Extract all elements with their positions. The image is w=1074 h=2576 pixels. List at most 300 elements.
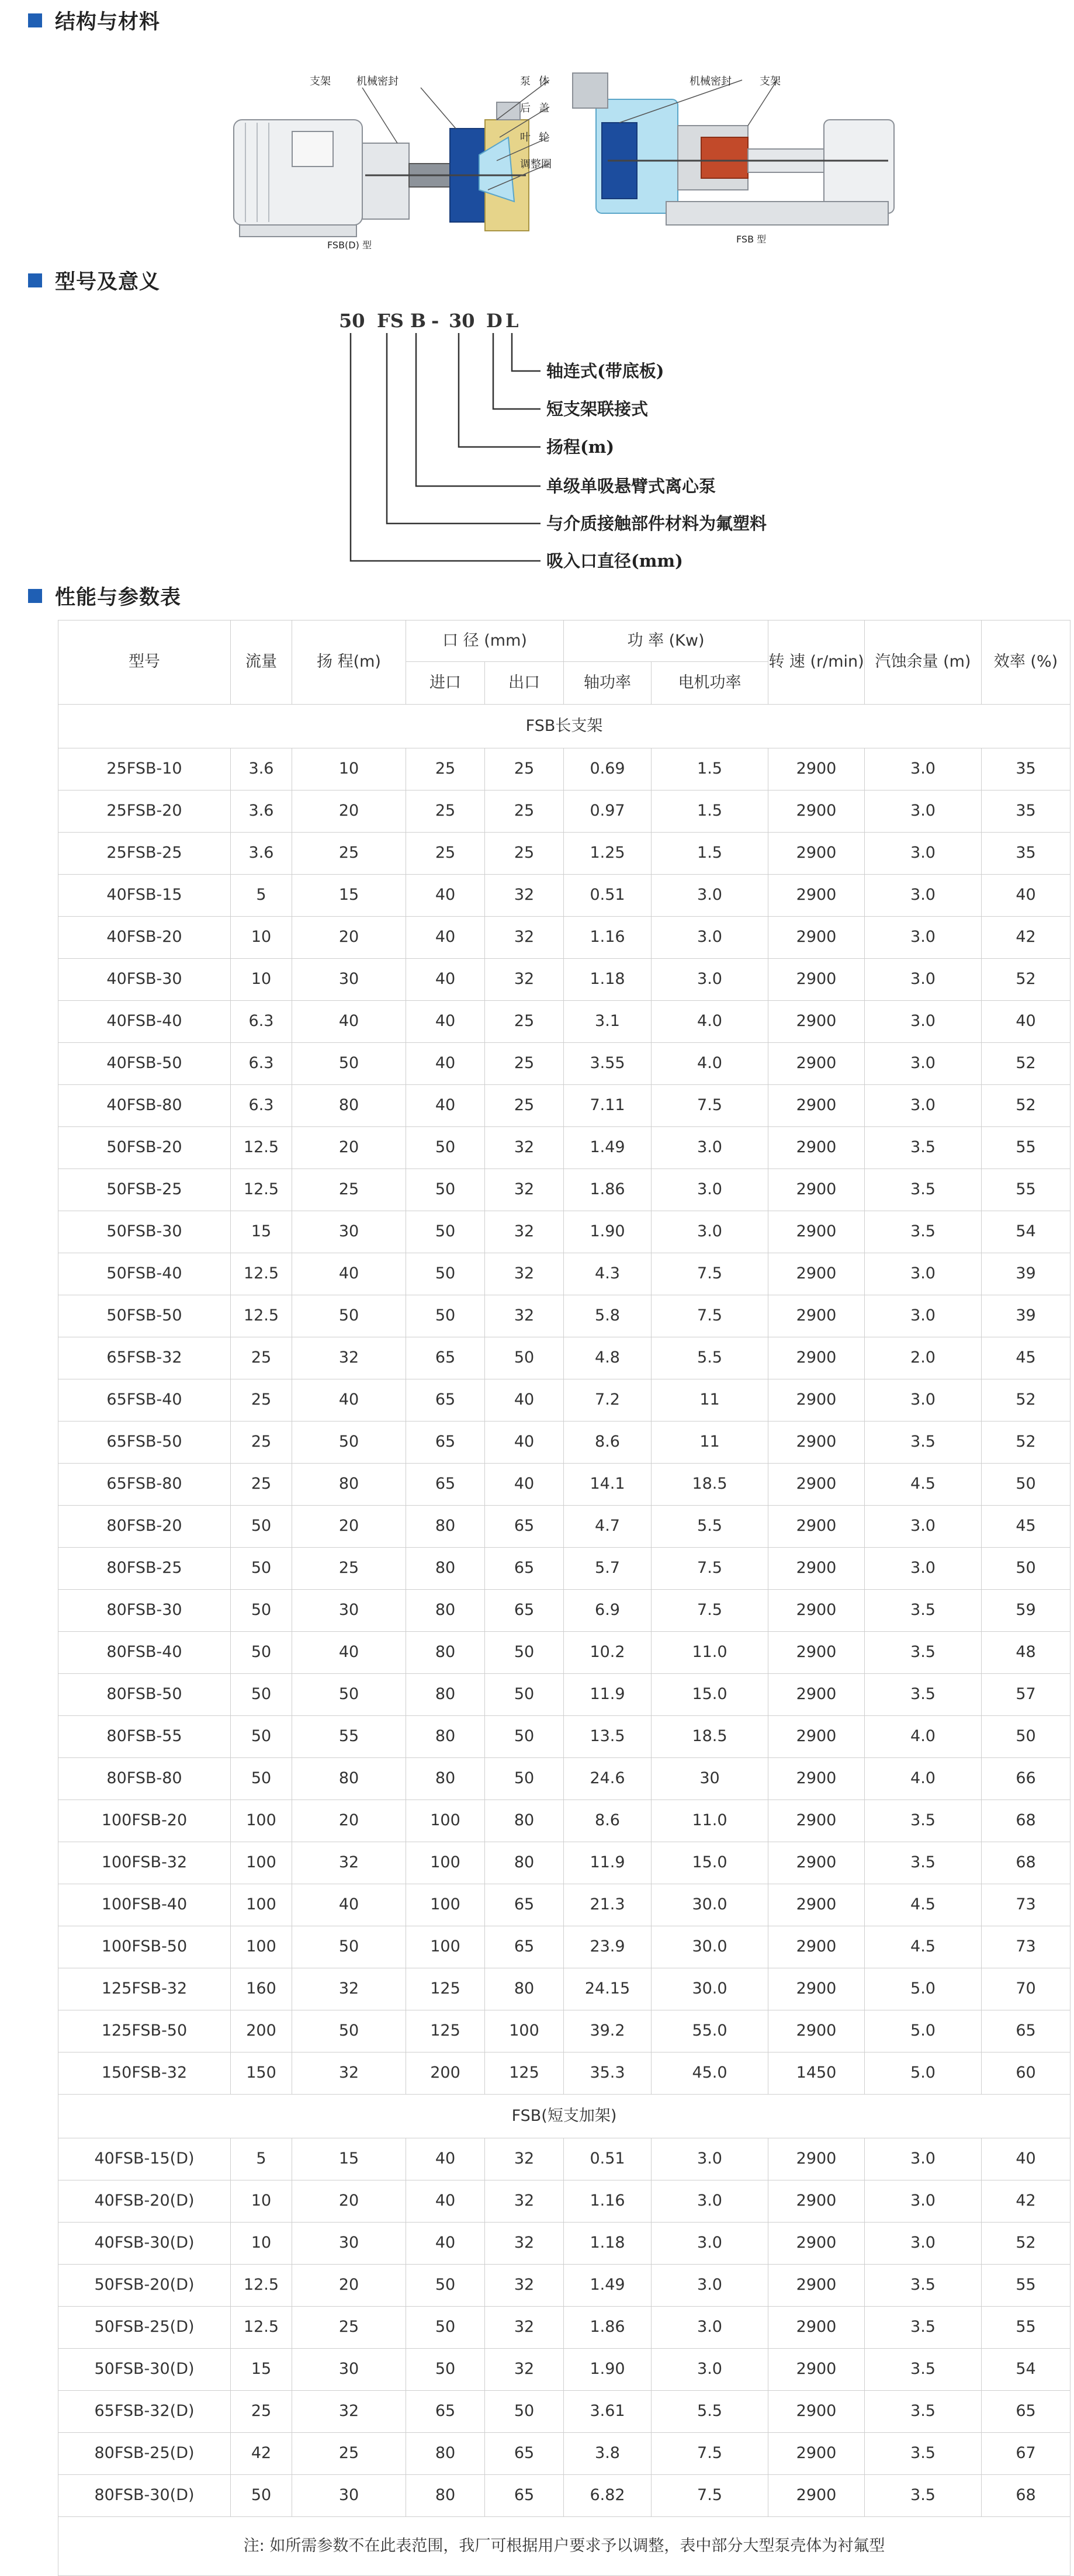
cell-motor-power: 11 bbox=[652, 1422, 768, 1464]
cell-efficiency: 66 bbox=[982, 1758, 1070, 1800]
header-npsh: 汽蚀余量 (m) bbox=[865, 620, 982, 705]
cell-outlet: 50 bbox=[485, 1337, 564, 1379]
cell-speed: 2900 bbox=[768, 1295, 865, 1337]
cell-flow: 10 bbox=[231, 917, 292, 959]
cell-speed: 2900 bbox=[768, 1800, 865, 1842]
cell-speed: 2900 bbox=[768, 1169, 865, 1211]
table-row bbox=[58, 2433, 1070, 2475]
cell-head: 20 bbox=[292, 1800, 406, 1842]
cell-npsh: 4.0 bbox=[865, 1716, 982, 1758]
cell-inlet: 200 bbox=[406, 2053, 485, 2095]
cell-efficiency: 50 bbox=[982, 1716, 1070, 1758]
cell-flow: 5 bbox=[231, 875, 292, 917]
cell-head: 40 bbox=[292, 1632, 406, 1674]
cell-efficiency: 52 bbox=[982, 1043, 1070, 1085]
cell-motor-power: 7.5 bbox=[652, 1085, 768, 1127]
cell-outlet: 32 bbox=[485, 917, 564, 959]
table-row bbox=[58, 791, 1070, 833]
cell-outlet: 25 bbox=[485, 1085, 564, 1127]
cell-model: 80FSB-25(D) bbox=[58, 2433, 231, 2475]
table-row bbox=[58, 1127, 1070, 1169]
cell-speed: 2900 bbox=[768, 2010, 865, 2053]
cell-head: 20 bbox=[292, 2180, 406, 2223]
cell-efficiency: 52 bbox=[982, 1379, 1070, 1422]
cell-flow: 200 bbox=[231, 2010, 292, 2053]
table-row bbox=[58, 1548, 1070, 1590]
cell-model: 80FSB-50 bbox=[58, 1674, 231, 1716]
cell-model: 125FSB-50 bbox=[58, 2010, 231, 2053]
cell-npsh: 3.0 bbox=[865, 748, 982, 791]
cell-flow: 100 bbox=[231, 1884, 292, 1926]
table-row bbox=[58, 1464, 1070, 1506]
cell-shaft-power: 0.97 bbox=[564, 791, 652, 833]
cell-flow: 50 bbox=[231, 1716, 292, 1758]
cell-flow: 150 bbox=[231, 2053, 292, 2095]
cell-speed: 2900 bbox=[768, 1085, 865, 1127]
cell-npsh: 3.5 bbox=[865, 2391, 982, 2433]
cell-model: 40FSB-40 bbox=[58, 1001, 231, 1043]
cell-speed: 2900 bbox=[768, 2307, 865, 2349]
cell-motor-power: 7.5 bbox=[652, 1590, 768, 1632]
cell-flow: 15 bbox=[231, 1211, 292, 1253]
cell-outlet: 125 bbox=[485, 2053, 564, 2095]
cell-inlet: 65 bbox=[406, 1337, 485, 1379]
cell-outlet: 40 bbox=[485, 1422, 564, 1464]
cell-speed: 2900 bbox=[768, 2223, 865, 2265]
cell-model: 40FSB-30 bbox=[58, 959, 231, 1001]
header-head: 扬 程(m) bbox=[292, 620, 406, 705]
cell-inlet: 100 bbox=[406, 1842, 485, 1884]
table-note: 注: 如所需参数不在此表范围，我厂可根据用户要求予以调整，表中部分大型泵壳体为衬氟型 bbox=[58, 2517, 1070, 2576]
cell-shaft-power: 0.51 bbox=[564, 2138, 652, 2180]
cell-head: 30 bbox=[292, 1590, 406, 1632]
cell-shaft-power: 1.16 bbox=[564, 917, 652, 959]
table-row bbox=[58, 748, 1070, 791]
table-row bbox=[58, 1422, 1070, 1464]
cell-head: 15 bbox=[292, 875, 406, 917]
cell-npsh: 3.0 bbox=[865, 1379, 982, 1422]
cell-speed: 2900 bbox=[768, 1884, 865, 1926]
cell-flow: 12.5 bbox=[231, 2265, 292, 2307]
cell-efficiency: 55 bbox=[982, 2307, 1070, 2349]
cell-npsh: 3.5 bbox=[865, 2307, 982, 2349]
cell-speed: 2900 bbox=[768, 1548, 865, 1590]
cell-head: 30 bbox=[292, 2475, 406, 2517]
cell-head: 32 bbox=[292, 1842, 406, 1884]
cell-inlet: 80 bbox=[406, 1548, 485, 1590]
cell-model: 65FSB-32 bbox=[58, 1337, 231, 1379]
cell-inlet: 80 bbox=[406, 1590, 485, 1632]
cell-flow: 100 bbox=[231, 1842, 292, 1884]
cell-speed: 2900 bbox=[768, 1464, 865, 1506]
cell-head: 15 bbox=[292, 2138, 406, 2180]
cell-outlet: 80 bbox=[485, 1842, 564, 1884]
cell-motor-power: 11 bbox=[652, 1379, 768, 1422]
code-part-coupled: L bbox=[505, 310, 519, 332]
table-row bbox=[58, 2180, 1070, 2223]
table-group-row bbox=[58, 2095, 1070, 2138]
cell-inlet: 40 bbox=[406, 2138, 485, 2180]
cell-head: 20 bbox=[292, 1127, 406, 1169]
cell-npsh: 2.0 bbox=[865, 1337, 982, 1379]
cell-speed: 2900 bbox=[768, 1842, 865, 1884]
header-speed: 转 速 (r/min) bbox=[768, 620, 865, 705]
cell-model: 40FSB-20(D) bbox=[58, 2180, 231, 2223]
cell-outlet: 40 bbox=[485, 1464, 564, 1506]
cell-motor-power: 30.0 bbox=[652, 1926, 768, 1968]
cell-head: 32 bbox=[292, 1968, 406, 2010]
cell-efficiency: 50 bbox=[982, 1464, 1070, 1506]
meaning-coupled: 轴连式(带底板) bbox=[546, 361, 664, 381]
cell-flow: 12.5 bbox=[231, 1169, 292, 1211]
cell-inlet: 65 bbox=[406, 1422, 485, 1464]
code-part-type: B bbox=[410, 310, 427, 332]
table-row bbox=[58, 917, 1070, 959]
cell-motor-power: 3.0 bbox=[652, 2349, 768, 2391]
cell-npsh: 4.5 bbox=[865, 1884, 982, 1926]
cell-outlet: 32 bbox=[485, 1253, 564, 1295]
cell-outlet: 25 bbox=[485, 1043, 564, 1085]
cell-outlet: 25 bbox=[485, 791, 564, 833]
cell-head: 32 bbox=[292, 2053, 406, 2095]
section-title: 型号及意义 bbox=[55, 271, 161, 294]
cell-speed: 2900 bbox=[768, 2265, 865, 2307]
model-code-drawing bbox=[327, 304, 853, 578]
cell-efficiency: 68 bbox=[982, 1800, 1070, 1842]
table-row bbox=[58, 2349, 1070, 2391]
section-title: 结构与材料 bbox=[55, 11, 161, 34]
cell-outlet: 65 bbox=[485, 1884, 564, 1926]
cell-shaft-power: 11.9 bbox=[564, 1674, 652, 1716]
cell-head: 25 bbox=[292, 1169, 406, 1211]
cell-npsh: 5.0 bbox=[865, 2053, 982, 2095]
cell-shaft-power: 4.3 bbox=[564, 1253, 652, 1295]
cell-inlet: 100 bbox=[406, 1926, 485, 1968]
cell-motor-power: 7.5 bbox=[652, 1295, 768, 1337]
section-marker bbox=[28, 273, 42, 287]
cell-speed: 2900 bbox=[768, 1422, 865, 1464]
cell-efficiency: 45 bbox=[982, 1337, 1070, 1379]
cell-npsh: 3.0 bbox=[865, 1506, 982, 1548]
cell-model: 25FSB-25 bbox=[58, 833, 231, 875]
cell-efficiency: 55 bbox=[982, 2265, 1070, 2307]
cell-npsh: 4.0 bbox=[865, 1758, 982, 1800]
cell-outlet: 65 bbox=[485, 2433, 564, 2475]
cell-head: 30 bbox=[292, 1211, 406, 1253]
cell-inlet: 80 bbox=[406, 2433, 485, 2475]
header-outlet: 出口 bbox=[485, 662, 564, 705]
cell-outlet: 32 bbox=[485, 1211, 564, 1253]
cell-efficiency: 60 bbox=[982, 2053, 1070, 2095]
cell-model: 40FSB-20 bbox=[58, 917, 231, 959]
cell-head: 20 bbox=[292, 917, 406, 959]
cell-model: 50FSB-50 bbox=[58, 1295, 231, 1337]
cell-npsh: 3.0 bbox=[865, 2223, 982, 2265]
cell-inlet: 80 bbox=[406, 1716, 485, 1758]
cell-flow: 10 bbox=[231, 959, 292, 1001]
cell-flow: 160 bbox=[231, 1968, 292, 2010]
cell-motor-power: 55.0 bbox=[652, 2010, 768, 2053]
cell-motor-power: 4.0 bbox=[652, 1043, 768, 1085]
table-row bbox=[58, 1085, 1070, 1127]
cell-flow: 25 bbox=[231, 1337, 292, 1379]
cell-inlet: 50 bbox=[406, 1295, 485, 1337]
cell-head: 20 bbox=[292, 791, 406, 833]
cell-motor-power: 18.5 bbox=[652, 1716, 768, 1758]
cell-npsh: 3.5 bbox=[865, 1632, 982, 1674]
cell-npsh: 3.0 bbox=[865, 1043, 982, 1085]
cell-npsh: 3.5 bbox=[865, 1800, 982, 1842]
cell-inlet: 25 bbox=[406, 748, 485, 791]
table-row bbox=[58, 1169, 1070, 1211]
cell-outlet: 32 bbox=[485, 2265, 564, 2307]
cell-motor-power: 3.0 bbox=[652, 1169, 768, 1211]
cell-speed: 2900 bbox=[768, 2433, 865, 2475]
cell-shaft-power: 4.7 bbox=[564, 1506, 652, 1548]
cell-motor-power: 15.0 bbox=[652, 1674, 768, 1716]
cell-head: 80 bbox=[292, 1085, 406, 1127]
cell-flow: 25 bbox=[231, 2391, 292, 2433]
cell-flow: 3.6 bbox=[231, 791, 292, 833]
cell-head: 32 bbox=[292, 1337, 406, 1379]
cell-flow: 50 bbox=[231, 1506, 292, 1548]
cell-shaft-power: 4.8 bbox=[564, 1337, 652, 1379]
cell-model: 100FSB-32 bbox=[58, 1842, 231, 1884]
cell-flow: 50 bbox=[231, 2475, 292, 2517]
cell-head: 80 bbox=[292, 1758, 406, 1800]
cell-speed: 2900 bbox=[768, 1506, 865, 1548]
cell-model: 40FSB-80 bbox=[58, 1085, 231, 1127]
cell-inlet: 40 bbox=[406, 2180, 485, 2223]
table-row bbox=[58, 1295, 1070, 1337]
cell-npsh: 3.5 bbox=[865, 1127, 982, 1169]
cell-model: 25FSB-10 bbox=[58, 748, 231, 791]
group-title: FSB(短支加架) bbox=[58, 2095, 1070, 2138]
cell-motor-power: 1.5 bbox=[652, 748, 768, 791]
cell-model: 80FSB-55 bbox=[58, 1716, 231, 1758]
cell-efficiency: 40 bbox=[982, 875, 1070, 917]
cell-efficiency: 48 bbox=[982, 1632, 1070, 1674]
cell-flow: 50 bbox=[231, 1632, 292, 1674]
cell-model: 65FSB-40 bbox=[58, 1379, 231, 1422]
cell-speed: 2900 bbox=[768, 2349, 865, 2391]
header-motor-power: 电机功率 bbox=[652, 662, 768, 705]
cell-head: 50 bbox=[292, 1043, 406, 1085]
cell-head: 25 bbox=[292, 833, 406, 875]
cell-flow: 12.5 bbox=[231, 2307, 292, 2349]
cell-shaft-power: 3.55 bbox=[564, 1043, 652, 1085]
cell-head: 50 bbox=[292, 1926, 406, 1968]
table-row bbox=[58, 1968, 1070, 2010]
cell-outlet: 32 bbox=[485, 1295, 564, 1337]
cell-outlet: 25 bbox=[485, 1001, 564, 1043]
section-structure-heading bbox=[28, 6, 160, 35]
cell-speed: 2900 bbox=[768, 2138, 865, 2180]
cell-flow: 6.3 bbox=[231, 1043, 292, 1085]
cell-outlet: 40 bbox=[485, 1379, 564, 1422]
cell-npsh: 3.5 bbox=[865, 2349, 982, 2391]
table-row bbox=[58, 1800, 1070, 1842]
cell-motor-power: 18.5 bbox=[652, 1464, 768, 1506]
cell-model: 150FSB-32 bbox=[58, 2053, 231, 2095]
table-note-row bbox=[58, 2517, 1070, 2576]
cell-outlet: 100 bbox=[485, 2010, 564, 2053]
cell-outlet: 80 bbox=[485, 1968, 564, 2010]
caption-fsb: FSB 型 bbox=[736, 234, 767, 245]
cell-flow: 12.5 bbox=[231, 1253, 292, 1295]
cell-head: 50 bbox=[292, 1422, 406, 1464]
cell-inlet: 100 bbox=[406, 1800, 485, 1842]
cell-outlet: 32 bbox=[485, 2349, 564, 2391]
cell-inlet: 50 bbox=[406, 1211, 485, 1253]
cell-inlet: 50 bbox=[406, 1253, 485, 1295]
cell-flow: 6.3 bbox=[231, 1001, 292, 1043]
cell-outlet: 50 bbox=[485, 1632, 564, 1674]
section-performance-heading bbox=[28, 581, 181, 611]
cell-model: 80FSB-80 bbox=[58, 1758, 231, 1800]
cell-model: 50FSB-20 bbox=[58, 1127, 231, 1169]
cell-motor-power: 5.5 bbox=[652, 2391, 768, 2433]
cell-efficiency: 42 bbox=[982, 2180, 1070, 2223]
cell-efficiency: 52 bbox=[982, 1422, 1070, 1464]
cell-npsh: 3.0 bbox=[865, 1085, 982, 1127]
table-row bbox=[58, 1884, 1070, 1926]
cell-model: 100FSB-20 bbox=[58, 1800, 231, 1842]
cell-speed: 2900 bbox=[768, 1127, 865, 1169]
cell-motor-power: 11.0 bbox=[652, 1632, 768, 1674]
fsbd-pump-drawing bbox=[234, 102, 529, 237]
cell-model: 100FSB-40 bbox=[58, 1884, 231, 1926]
cell-speed: 2900 bbox=[768, 2180, 865, 2223]
table-row bbox=[58, 2265, 1070, 2307]
cell-npsh: 3.0 bbox=[865, 833, 982, 875]
table-group-row bbox=[58, 705, 1070, 748]
cell-inlet: 25 bbox=[406, 833, 485, 875]
cell-motor-power: 3.0 bbox=[652, 1211, 768, 1253]
cell-head: 30 bbox=[292, 2349, 406, 2391]
cell-efficiency: 68 bbox=[982, 2475, 1070, 2517]
cell-shaft-power: 24.6 bbox=[564, 1758, 652, 1800]
table-row bbox=[58, 1379, 1070, 1422]
cell-npsh: 3.5 bbox=[865, 2265, 982, 2307]
cell-shaft-power: 11.9 bbox=[564, 1842, 652, 1884]
cell-head: 40 bbox=[292, 1253, 406, 1295]
cell-shaft-power: 23.9 bbox=[564, 1926, 652, 1968]
cell-head: 30 bbox=[292, 2223, 406, 2265]
cell-motor-power: 30 bbox=[652, 1758, 768, 1800]
cell-model: 40FSB-15 bbox=[58, 875, 231, 917]
cell-shaft-power: 3.8 bbox=[564, 2433, 652, 2475]
cell-model: 125FSB-32 bbox=[58, 1968, 231, 2010]
cell-outlet: 50 bbox=[485, 2391, 564, 2433]
cell-head: 40 bbox=[292, 1379, 406, 1422]
label-adjust-ring: 调整圈 bbox=[520, 158, 552, 171]
table-row bbox=[58, 833, 1070, 875]
table-row bbox=[58, 2138, 1070, 2180]
cell-outlet: 32 bbox=[485, 2307, 564, 2349]
cell-shaft-power: 1.49 bbox=[564, 1127, 652, 1169]
meaning-short-bracket: 短支架联接式 bbox=[546, 399, 649, 419]
meaning-pump-type: 单级单吸悬臂式离心泵 bbox=[546, 476, 716, 496]
cell-shaft-power: 1.18 bbox=[564, 959, 652, 1001]
pump-structure-drawing bbox=[222, 56, 900, 266]
cell-shaft-power: 1.90 bbox=[564, 2349, 652, 2391]
performance-table bbox=[58, 620, 1070, 2576]
cell-npsh: 3.5 bbox=[865, 1422, 982, 1464]
cell-outlet: 65 bbox=[485, 1506, 564, 1548]
cell-speed: 2900 bbox=[768, 1926, 865, 1968]
table-row bbox=[58, 1043, 1070, 1085]
cell-efficiency: 54 bbox=[982, 1211, 1070, 1253]
cell-motor-power: 30.0 bbox=[652, 1884, 768, 1926]
cell-inlet: 50 bbox=[406, 1169, 485, 1211]
cell-model: 50FSB-30 bbox=[58, 1211, 231, 1253]
cell-npsh: 3.5 bbox=[865, 1169, 982, 1211]
code-part-bore: 50 bbox=[339, 310, 365, 332]
code-part-dash: - bbox=[431, 310, 439, 332]
cell-motor-power: 5.5 bbox=[652, 1506, 768, 1548]
cell-model: 50FSB-40 bbox=[58, 1253, 231, 1295]
cell-speed: 2900 bbox=[768, 1674, 865, 1716]
cell-motor-power: 3.0 bbox=[652, 875, 768, 917]
cell-model: 80FSB-30 bbox=[58, 1590, 231, 1632]
cell-flow: 12.5 bbox=[231, 1295, 292, 1337]
cell-shaft-power: 8.6 bbox=[564, 1800, 652, 1842]
table-row bbox=[58, 2010, 1070, 2053]
cell-npsh: 3.0 bbox=[865, 1548, 982, 1590]
cell-motor-power: 7.5 bbox=[652, 2433, 768, 2475]
fsb-pump-drawing bbox=[573, 73, 894, 225]
cell-shaft-power: 13.5 bbox=[564, 1716, 652, 1758]
cell-model: 80FSB-30(D) bbox=[58, 2475, 231, 2517]
cell-shaft-power: 39.2 bbox=[564, 2010, 652, 2053]
table-row bbox=[58, 1253, 1070, 1295]
cell-npsh: 3.0 bbox=[865, 959, 982, 1001]
cell-inlet: 40 bbox=[406, 2223, 485, 2265]
cell-npsh: 3.5 bbox=[865, 2475, 982, 2517]
cell-model: 40FSB-15(D) bbox=[58, 2138, 231, 2180]
section-marker bbox=[28, 13, 42, 27]
caption-fsbd: FSB(D) 型 bbox=[327, 240, 372, 251]
cell-shaft-power: 1.49 bbox=[564, 2265, 652, 2307]
cell-efficiency: 65 bbox=[982, 2391, 1070, 2433]
cell-efficiency: 39 bbox=[982, 1295, 1070, 1337]
header-inlet: 进口 bbox=[406, 662, 485, 705]
cell-speed: 2900 bbox=[768, 2391, 865, 2433]
cell-head: 30 bbox=[292, 959, 406, 1001]
table-row bbox=[58, 1211, 1070, 1253]
cell-shaft-power: 7.2 bbox=[564, 1379, 652, 1422]
cell-inlet: 80 bbox=[406, 1506, 485, 1548]
cell-flow: 10 bbox=[231, 2180, 292, 2223]
section-model-heading bbox=[28, 266, 160, 295]
cell-model: 65FSB-32(D) bbox=[58, 2391, 231, 2433]
cell-npsh: 3.0 bbox=[865, 2180, 982, 2223]
cell-shaft-power: 1.25 bbox=[564, 833, 652, 875]
cell-inlet: 65 bbox=[406, 1464, 485, 1506]
cell-shaft-power: 35.3 bbox=[564, 2053, 652, 2095]
cell-flow: 5 bbox=[231, 2138, 292, 2180]
cell-efficiency: 55 bbox=[982, 1169, 1070, 1211]
cell-inlet: 40 bbox=[406, 959, 485, 1001]
cell-npsh: 3.0 bbox=[865, 875, 982, 917]
cell-efficiency: 65 bbox=[982, 2010, 1070, 2053]
cell-npsh: 3.5 bbox=[865, 1674, 982, 1716]
table-row bbox=[58, 1716, 1070, 1758]
cell-model: 80FSB-25 bbox=[58, 1548, 231, 1590]
cell-efficiency: 57 bbox=[982, 1674, 1070, 1716]
cell-npsh: 4.5 bbox=[865, 1464, 982, 1506]
